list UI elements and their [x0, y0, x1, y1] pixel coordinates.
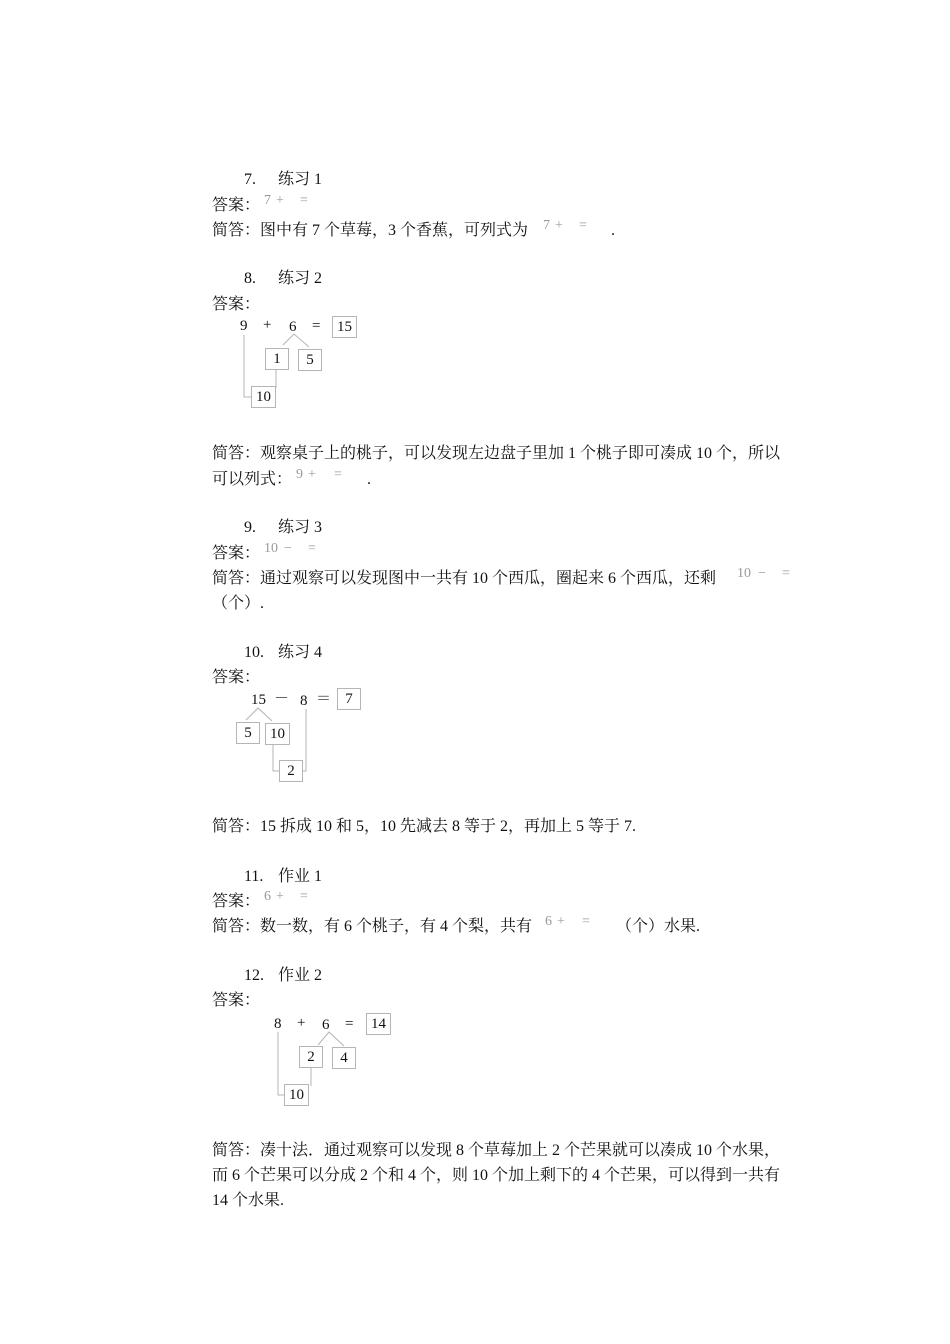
q11-brief-text: 数一数，有 6 个桃子，有 4 个梨，共有: [260, 918, 533, 935]
q9-answer-operand: 10: [264, 541, 278, 556]
q7-brief-label: 简答：: [212, 222, 261, 239]
q9-brief-equals: =: [782, 566, 790, 581]
q7-brief-operand: 7: [543, 218, 550, 233]
q12-plus-sign: +: [297, 1015, 306, 1031]
q8-equals-sign: =: [312, 318, 321, 334]
q10-result-box: 7: [337, 688, 361, 710]
q12-first-addend: 8: [274, 1016, 282, 1032]
q10-split-left-box: 5: [236, 722, 260, 744]
q9-brief-operand: 10: [737, 566, 751, 581]
q7-brief-end: .: [611, 222, 615, 239]
q8-brief-line1: 观察桌子上的桃子，可以发现左边盘子里加 1 个桃子即可凑成 10 个，所以: [260, 445, 781, 462]
q8-ten-box: 10: [251, 386, 276, 408]
q11-brief-label: 简答：: [212, 918, 261, 935]
q10-split-right-box: 10: [265, 723, 290, 745]
q12-brief-line2: 而 6 个芒果可以分成 2 个和 4 个，则 10 个加上剩下的 4 个芒果，可以得到一共有: [212, 1167, 781, 1184]
q11-brief-equals: =: [582, 914, 590, 929]
q10-subtrahend: 8: [300, 693, 308, 709]
q12-equals-sign: =: [345, 1016, 354, 1032]
q7-answer-label: 答案：: [212, 197, 261, 214]
q7-heading-number: 7.: [244, 171, 256, 188]
q8-heading-number: 8.: [244, 270, 256, 287]
q8-heading-title: 练习 2: [278, 270, 323, 287]
q10-minus-sign: －: [274, 691, 290, 707]
q8-brief-line2: 可以列式：: [212, 471, 293, 488]
q10-heading-title: 练习 4: [278, 644, 323, 661]
q7-brief-equals: =: [579, 218, 587, 233]
q11-answer-operand: 6: [264, 889, 271, 904]
q9-answer-label: 答案：: [212, 545, 261, 562]
q7-answer-operand: 7: [264, 193, 271, 208]
q8-split-right-box: 5: [298, 349, 322, 371]
q11-answer-equals: =: [300, 889, 308, 904]
q12-result-box: 14: [366, 1013, 391, 1035]
q9-heading-number: 9.: [244, 519, 256, 536]
q11-heading-title: 作业 1: [278, 868, 323, 885]
q10-answer-label: 答案：: [212, 669, 261, 686]
q11-answer-operator: +: [276, 889, 284, 904]
q7-answer-operator: +: [276, 193, 284, 208]
q8-brief-label: 简答：: [212, 445, 261, 462]
q8-answer-label: 答案：: [212, 296, 261, 313]
q12-split-right-box: 4: [332, 1047, 356, 1069]
q7-heading-title: 练习 1: [278, 171, 323, 188]
q12-brief-label: 简答：: [212, 1142, 261, 1159]
q8-brief-operand: 9: [296, 467, 303, 482]
q11-answer-label: 答案：: [212, 893, 261, 910]
q9-brief-operator: −: [758, 566, 766, 581]
q12-ten-box: 10: [284, 1084, 309, 1106]
q9-brief-text: 通过观察可以发现图中一共有 10 个西瓜，圈起来 6 个西瓜，还剩: [260, 570, 717, 587]
q11-brief-operand: 6: [545, 914, 552, 929]
q9-answer-operator: −: [284, 541, 292, 556]
q10-brief-label: 简答：: [212, 818, 261, 835]
q12-answer-label: 答案：: [212, 992, 261, 1009]
q7-answer-equals: =: [300, 193, 308, 208]
q10-minuend: 15: [251, 692, 266, 708]
q11-brief-end: （个）水果.: [616, 918, 701, 935]
q8-first-addend: 9: [240, 318, 248, 334]
q8-plus-sign: +: [263, 317, 272, 333]
q10-difference-box: 2: [279, 760, 303, 782]
q11-brief-operator: +: [557, 914, 565, 929]
q9-brief-line2: （个）.: [212, 595, 265, 612]
q12-second-addend: 6: [322, 1017, 330, 1033]
q12-brief-line1: 凑十法．通过观察可以发现 8 个草莓加上 2 个芒果就可以凑成 10 个水果，: [260, 1142, 781, 1159]
q8-split-left-box: 1: [265, 348, 289, 370]
q8-brief-operator: +: [308, 467, 316, 482]
q12-heading-title: 作业 2: [278, 967, 323, 984]
q8-brief-end: .: [367, 471, 371, 488]
q8-brief-equals: =: [334, 467, 342, 482]
q8-second-addend: 6: [289, 319, 297, 335]
q12-brief-line3: 14 个水果.: [212, 1192, 285, 1209]
q10-equals-sign: ＝: [316, 691, 332, 707]
q12-split-left-box: 2: [299, 1046, 323, 1068]
q12-heading-number: 12.: [244, 967, 264, 984]
q9-answer-equals: =: [308, 541, 316, 556]
q9-brief-label: 简答：: [212, 570, 261, 587]
q10-heading-number: 10.: [244, 644, 264, 661]
q7-brief-operator: +: [555, 218, 563, 233]
q7-brief-text: 图中有 7 个草莓，3 个香蕉，可列式为: [260, 222, 529, 239]
q9-heading-title: 练习 3: [278, 519, 323, 536]
q11-heading-number: 11.: [244, 868, 264, 885]
q8-result-box: 15: [332, 316, 357, 338]
q10-brief-text: 15 拆成 10 和 5，10 先减去 8 等于 2，再加上 5 等于 7.: [260, 818, 637, 835]
